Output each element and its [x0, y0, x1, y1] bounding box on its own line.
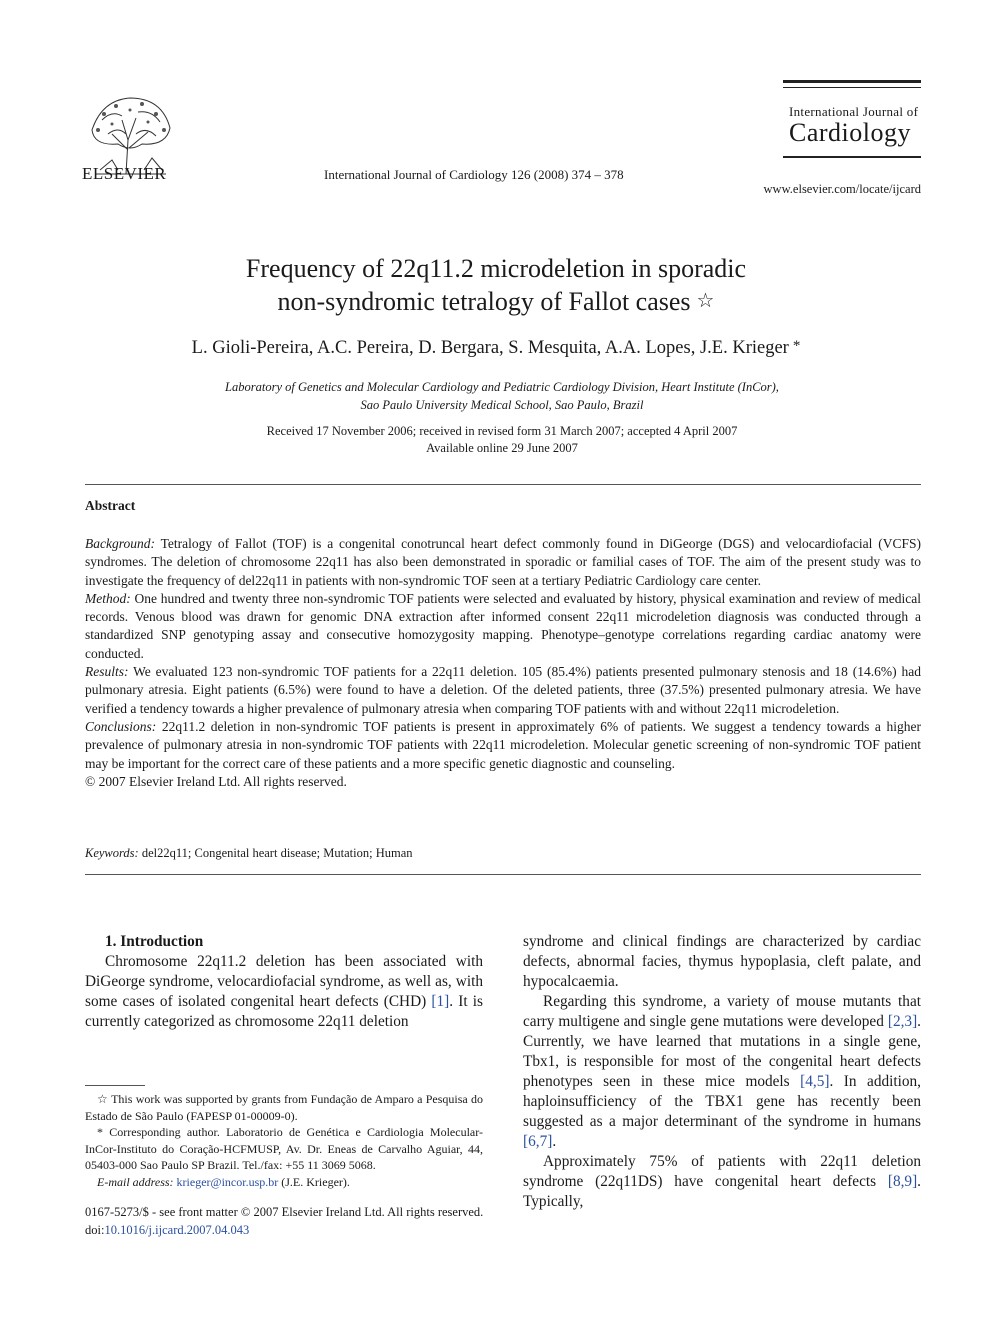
corresponding-author-mark[interactable]: * [792, 338, 801, 354]
doi-link[interactable]: 10.1016/j.ijcard.2007.04.043 [104, 1223, 250, 1237]
keywords-label: Keywords: [85, 846, 139, 860]
method-text: One hundred and twenty three non-syndromic TOF patients were selected and evaluated by history, physical examination and review of medical records. Venous blood was drawn for genomic DNA extraction after informed consent 22q11 microdeletion diagnosis was conducted through a standardized SNP genotyping assay and consecutive homozygosity mapping. Phenotype–genotype correlations regarding cardiac anatomy were conducted. [85, 590, 921, 661]
affiliation [96, 378, 908, 414]
doi-label: doi: [85, 1223, 105, 1237]
abstract-body [85, 535, 921, 791]
publisher-name: ELSEVIER [82, 164, 167, 183]
intro-paragraph-1 [85, 952, 483, 1032]
abstract-copyright: © 2007 Elsevier Ireland Ltd. All rights reserved. [85, 773, 347, 789]
intro-paragraph-3 [523, 1152, 921, 1212]
intro-p3-text-b: . Typically, [523, 1173, 921, 1210]
journal-rule-top [783, 80, 921, 83]
title-line-2 [96, 285, 896, 318]
abstract-method [85, 590, 921, 663]
journal-name-big: Cardiology [789, 118, 911, 147]
footnote-funding [85, 1091, 483, 1124]
abstract-results [85, 663, 921, 718]
results-text: We evaluated 123 non-syndromic TOF patients for a 22q11 deletion. 105 (85.4%) patients presented pulmonary stenosis and 18 (14.6%) had pulmonary atresia. Eight patients (6.5%) were found to have a deletion. Of the deleted patients, three (37.5%) presented pulmonary atresia. We have verified a tendency towards a higher prevalence of pulmonary atresia when comparing TOF patients with and without 22q11 microdeletion. [85, 664, 921, 716]
keywords [85, 846, 413, 861]
abstract-bottom-rule [85, 874, 921, 875]
journal-citation: International Journal of Cardiology 126 (2008) 374 – 378 [324, 167, 624, 182]
intro-p1-text-a: Chromosome 22q11.2 deletion has been associated with DiGeorge syndrome, velocardiofacial syndrome, as well as, with some cases of isolated congenital heart defects (CHD) [85, 953, 483, 1010]
journal-rule-bottom [783, 156, 921, 158]
affiliation-line-2: Sao Paulo University Medical School, Sao Paulo, Brazil [360, 398, 644, 412]
intro-p2-text-c: . In addition, haploinsufficiency of the TBX1 gene has recently been suggested as a major determinant of the syndrome in humans [523, 1073, 921, 1130]
footnote-email [85, 1174, 483, 1191]
received-dates: Received 17 November 2006; received in revised form 31 March 2007; accepted 4 April 2007 [266, 424, 738, 438]
title-line-1: Frequency of 22q11.2 microdeletion in sporadic [245, 254, 747, 283]
intro-p2-text-a: Regarding this syndrome, a variety of mouse mutants that carry multigene and single gene mutations were developed [523, 993, 921, 1030]
journal-rule-top-thin [783, 87, 921, 88]
intro-paragraph-1-cont: syndrome and clinical findings are characterized by cardiac defects, abnormal facies, thymus hypoplasia, cleft palate, and hypocalcaemia. [523, 933, 921, 990]
citation-link-8-9[interactable]: [8,9] [887, 1173, 918, 1190]
title-footnote-star-icon[interactable]: ☆ [696, 290, 715, 312]
footnote-corresponding [85, 1124, 483, 1174]
conclusions-text: 22q11.2 deletion in non-syndromic TOF patients is present in approximately 6% of patients. We suggest a tendency towards a higher prevalence of pulmonary atresia in non-syndromic TOF patients with 22q11 microdeletion. Molecular genetic screening of non-syndromic TOF patient may be important for the correct care of these patients and a more specific genetic diagnostic and counseling. [85, 718, 921, 771]
left-column [85, 932, 483, 1032]
method-label: Method: [85, 590, 131, 606]
author-list [96, 338, 896, 359]
journal-url[interactable]: www.elsevier.com/locate/ijcard [763, 182, 921, 196]
title-line-2-text: non-syndromic tetralogy of Fallot cases [277, 287, 691, 316]
corresponding-mark: * [97, 1125, 103, 1139]
journal-name-small: International Journal of [789, 104, 919, 119]
intro-p1-text-b: . It is currently categorized as chromosome 22q11 deletion [85, 993, 483, 1030]
right-column [523, 932, 921, 1212]
footnote-rule [85, 1085, 145, 1086]
results-label: Results: [85, 664, 129, 680]
available-online: Available online 29 June 2007 [426, 441, 578, 455]
background-text: Tetralogy of Fallot (TOF) is a congenital conotruncal heart defect commonly found in DiGeorge (DGS) and velocardiofacial (VCFS) syndromes. The deletion of chromosome 22q11 has also been demonstrated in sporadic or familial cases of TOF. The aim of the present study was to investigate the frequency of del22q11 in patients with non-syndromic TOF seen at a tertiary Pediatric Cardiology care center. [85, 536, 921, 588]
issn-line: 0167-5273/$ - see front matter © 2007 Elsevier Ireland Ltd. All rights reserved. [85, 1205, 484, 1219]
email-suffix: (J.E. Krieger). [278, 1174, 350, 1189]
abstract-heading: Abstract [85, 498, 136, 513]
intro-paragraph-2 [523, 992, 921, 1152]
email-label: E-mail address: [97, 1174, 174, 1189]
citation-link-6-7[interactable]: [6,7] [523, 1133, 553, 1150]
abstract-conclusions [85, 718, 921, 773]
intro-p2-text-b: . Currently, we have learned that mutations in a single gene, Tbx1, is responsible for most of the congenital heart defects phenotypes seen in these mice models [523, 1013, 921, 1090]
citation-link-1[interactable]: [1] [431, 993, 450, 1010]
funding-text: This work was supported by grants from Fundação de Amparo a Pesquisa do Estado de São Paulo (FAPESP 01-00009-0). [85, 1092, 484, 1123]
article-dates [96, 423, 908, 457]
funding-star-icon: ☆ [97, 1092, 109, 1106]
authors-text: L. Gioli-Pereira, A.C. Pereira, D. Bergara, S. Mesquita, A.A. Lopes, J.E. Krieger [191, 338, 789, 358]
corresponding-text: Corresponding author. Laboratorio de Genética e Cardiologia Molecular-InCor-Instituto do Coração-HCFMUSP, Av. Dr. Eneas de Carvalho Aguiar, 44, 05403-000 Sao Paulo SP Brazil. Tel./fax: +55 11 3069 5068. [85, 1125, 483, 1172]
citation-link-2-3[interactable]: [2,3] [887, 1013, 918, 1030]
affiliation-line-1: Laboratory of Genetics and Molecular Cardiology and Pediatric Cardiology Division, Heart Institute (InCor), [225, 380, 779, 394]
email-link[interactable]: krieger@incor.usp.br [176, 1174, 279, 1189]
background-label: Background: [85, 536, 155, 551]
keywords-text: del22q11; Congenital heart disease; Mutation; Human [138, 846, 413, 860]
doi-line [85, 1221, 483, 1239]
article-title [96, 252, 896, 318]
front-matter [85, 1203, 483, 1239]
footnotes [85, 1091, 483, 1190]
intro-p3-text-a: Approximately 75% of patients with 22q11 deletion syndrome (22q11DS) have congenital heart defects [523, 1153, 921, 1190]
intro-p2-text-d: . [552, 1133, 557, 1150]
abstract-top-rule [85, 484, 921, 485]
conclusions-label: Conclusions: [85, 718, 157, 734]
citation-link-4-5[interactable]: [4,5] [800, 1073, 830, 1090]
section-heading-introduction: 1. Introduction [105, 933, 204, 950]
abstract-background [85, 535, 921, 590]
